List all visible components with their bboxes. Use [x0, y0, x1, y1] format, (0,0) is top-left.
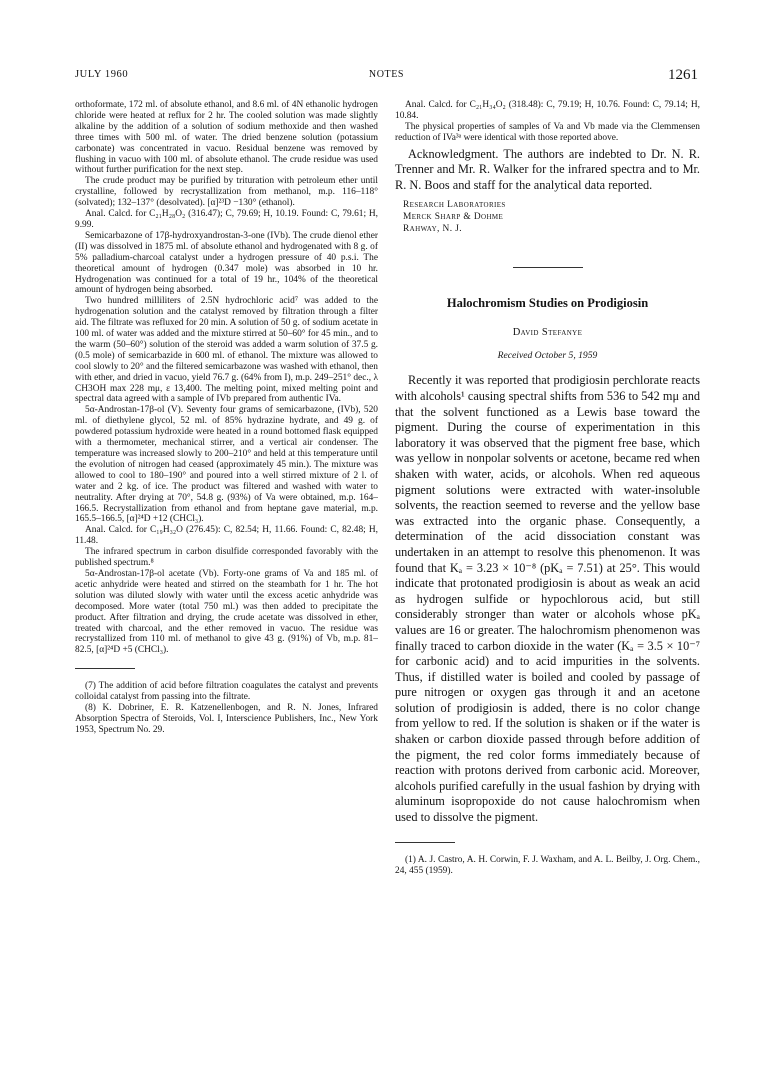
paragraph: The crude product may be purified by trituration with petroleum ether until crystalline, followed by recrystallization from methanol, m.p. 116–118° (solvated); 132–137° (desolvated). [α]²³D −130° (ethanol). [75, 176, 378, 209]
paragraph: 5α-Androstan-17β-ol (V). Seventy four grams of semicarbazone, (IVb), 520 ml. of diethylene glycol, 52 ml. of 85% hydrazine hydrate, and 49 g. of powdered potassium hydroxide were heated in a round bottomed flask equipped with a thermometer, mechanical stirrer, and a vertical air condenser. The temperature was increased slowly to 200–210° and held at this temperature until the evolution of nitrogen had ceased (approximately 45 min.). The mixture was allowed to cool to 180–190° and poured into a well stirred mixture of 2 l. of water and 2 kg. of ice. The product was filtered and washed with water to neutrality. After drying at 70°, 54.8 g. (93%) of Va were obtained, m.p. 164–166.5. Recrystallization from ethanol and from heptane gave material, m.p. 165.5–166.5, [α]²⁴D +12 (CHCl₃). [75, 405, 378, 525]
paragraph: 5α-Androstan-17β-ol acetate (Vb). Forty-one grams of Va and 185 ml. of acetic anhydride were heated and stirred on the steambath for 1 hr. The hot solution was diluted slowly with water until the excess acetic anhydride was decomposed. More water (total 750 ml.) was then added to precipitate the product. After filtration and drying, the crude acetate was dissolved in ether, treated with charcoal, and the ether removed in vacuo. The residue was recrystallized from 110 ml. of methanol to give 43 g. (91%) of Vb, m.p. 81–82.5, [α]²⁴D +5 (CHCl₃). [75, 568, 378, 656]
acknowledgment: Acknowledgment. The authors are indebted to Dr. N. R. Trenner and Mr. R. Walker for the infrared spectra and to Mr. R. N. Boos and staff for the analytical data reported. [395, 146, 700, 192]
received-date: Received October 5, 1959 [497, 350, 598, 362]
footnote: (8) K. Dobriner, E. R. Katzenellenbogen, and R. N. Jones, Infrared Absorption Spectra of Steroids, Vol. I, Interscience Publishers, Inc., New York 1953, Spectrum No. 29. [75, 703, 378, 735]
paragraph: Anal. Calcd. for C₂₁H₃₄O₂ (318.48): C, 79.19; H, 10.76. Found: C, 79.14; H, 10.84. [395, 100, 700, 121]
paragraph: orthoformate, 172 ml. of absolute ethanol, and 8.6 ml. of 4N ethanolic hydrogen chloride were heated at reflux for 2 hr. The cooled solution was made slightly alkaline by the addition of a solution of sodium methoxide and then washed three times with 500 ml. of water. The dried benzene solution (potassium carbonate) was concentrated in vacuo. Residual benzene was removed by flushing in vacuo with 100 ml. of absolute ethanol. The crude residue was used without further purification for the next step. [75, 100, 378, 176]
footnote: (7) The addition of acid before filtration coagulates the catalyst and prevents colloidal catalyst from passing into the filtrate. [75, 681, 378, 703]
affiliation [395, 199, 700, 235]
paragraph: Anal. Calcd. for C₂₁H₂₈O₂ (316.47); C, 79.69; H, 10.19. Found: C, 79.61; H, 9.99. [75, 209, 378, 230]
article-title: Halochromism Studies on Prodigiosin [446, 296, 649, 311]
section-name: NOTES [368, 69, 405, 80]
footnote: (1) A. J. Castro, A. H. Corwin, F. J. Waxham, and A. L. Beilby, J. Org. Chem., 24, 455 (1959). [395, 854, 700, 876]
affiliation-line: Merck Sharp & Dohme [403, 212, 504, 223]
page-number: 1261 [668, 67, 698, 83]
paragraph: Semicarbazone of 17β-hydroxyandrostan-3-one (IVb). The crude dienol ether (II) was dissolved in 1875 ml. of absolute ethanol and hydrogenated with 8 g. of 5% palladium-charcoal catalyst under a hydrogen pressure of 40 p.s.i. The theoretical amount of hydrogen (0.347 mole) was absorbed in 10 hr. Hydrogenation was continued for a total of 19 hr., 104% of the theoretical amount of hydrogen being absorbed. [75, 230, 378, 296]
right-column [395, 100, 700, 876]
left-column [75, 100, 378, 736]
paragraph: The infrared spectrum in carbon disulfide corresponded favorably with the published spectrum.⁸ [75, 547, 378, 569]
affiliation-line: Research Laboratories [403, 200, 506, 211]
running-header [75, 69, 698, 85]
footnotes [75, 681, 378, 736]
affiliation-line: Rahway, N. J. [403, 224, 462, 235]
issue-date: JULY 1960 [75, 69, 129, 80]
paragraph: The physical properties of samples of Va and Vb made via the Clemmensen reduction of IVa³ᵃ were identical with those reported above. [395, 121, 700, 143]
article-body: Recently it was reported that prodigiosin perchlorate reacts with alcohols¹ causing spectral shifts from 536 to 542 mμ and that the solvent functioned as a Lewis base toward the pigment. During the course of experimentation in this laboratory it was observed that the pigment free base, which was yellow in nonpolar solvents or acetone, became red when shaken with water, acids, or alcohols. When red aqueous pigment solutions were extracted with water-insoluble solvents, the reaction seemed to reverse and the yellow base was extracted into the organic phase. Consequently, a determination of the acid dissociation constant was undertaken in an attempt to resolve this phenomenon. It was found that Kₐ = 3.23 × 10⁻⁸ (pKₐ = 7.51) at 25°. This would indicate that protonated prodigiosin is about as weak an acid as hydrogen sulfide or hypochlorous acid, but still considerably stronger than water or alcohols whose pKₐ values are 16 or greater. The halochromism phenomenon was finally traced to carbon dioxide in the water (Kₐ = 3.5 × 10⁻⁷ for carbonic acid) and to acid impurities in the solvents. Thus, if distilled water is boiled and cooled by passage of pure nitrogen or oxygen gas through it and an acetone solution of prodigiosin is added, there is no color change from yellow to red. If the solution is shaken or if the water is shaken or carbon dioxide passed through before addition of the pigment, the red color forms immediately because of reaction with protons derived from carbonic acid. Moreover, alcohols purified carefully in the usual fashion by drying with aluminum isopropoxide do not cause halochromism when used to dissolve the pigment. [395, 373, 700, 825]
footnote-separator [395, 842, 455, 843]
footnote-separator [75, 668, 135, 669]
article-separator [513, 267, 583, 268]
paragraph: Anal. Calcd. for C₁₉H₃₂O (276.45): C, 82.54; H, 11.66. Found: C, 82.48; H, 11.48. [75, 525, 378, 547]
paragraph: Two hundred milliliters of 2.5N hydrochloric acid⁷ was added to the hydrogenation solution and the catalyst removed by filtration through a filter aid. The filtrate was refluxed for 20 min. A solution of 50 g. of sodium acetate in 100 ml. of water was added and the mixture stirred at 50–60° for 45 min., and to the warm (50–60°) solution of the steroid was added a warm solution of 37.5 g. (0.5 mole) of semicarbazide in 600 ml. of ethanol. The mixture was allowed to cool slowly to 20° and the filtered semicarbazone was washed with ethanol, then with ether, and dried in vacuo, yield 76.7 g. (64% from I), m.p. 249–251° dec., λ CH3OH max 228 mμ, ε 13,400. The melting point, mixed melting point and spectral data agreed with a sample of IVb prepared from authentic IVa. [75, 296, 378, 405]
author: David Stefanye [512, 327, 583, 339]
